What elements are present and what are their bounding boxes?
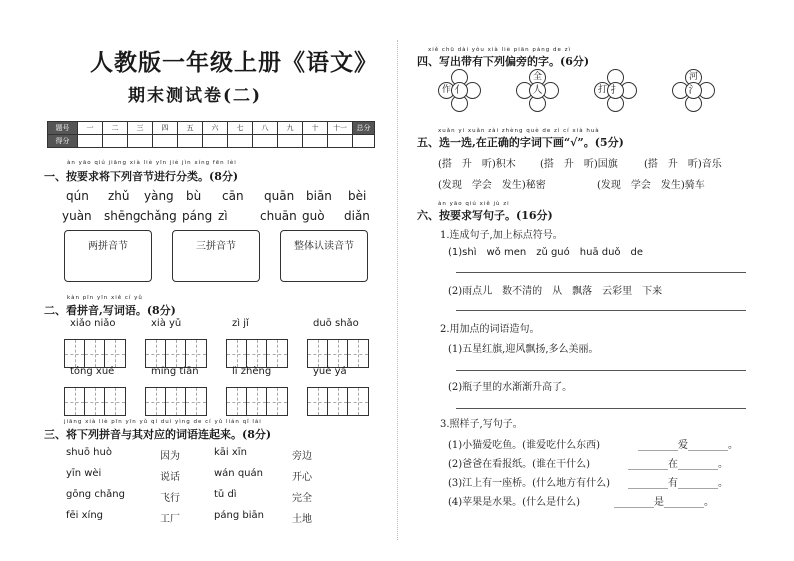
s3-title: 三、将下列拼音与其对应的词语连起来。(8分) xyxy=(44,428,272,441)
score-input-cell[interactable] xyxy=(128,135,153,148)
s5-row1-b[interactable]: (搭 升 听)国旗 xyxy=(540,159,618,170)
grid-cell[interactable] xyxy=(105,340,125,367)
score-input-cell[interactable] xyxy=(353,135,375,148)
score-input-cell[interactable] xyxy=(328,135,353,148)
writing-grid[interactable] xyxy=(307,339,369,368)
match-pinyin[interactable]: yīn wèi xyxy=(66,468,102,479)
s6-q3c-fill[interactable]: ________有________。 xyxy=(628,478,728,489)
s6-q2a: (1)五星红旗,迎风飘扬,多么美丽。 xyxy=(448,344,599,355)
writing-grid[interactable] xyxy=(145,339,207,368)
answer-line[interactable] xyxy=(456,370,746,371)
s3-pinyin: jiāng xià liè pīn yīn yǔ qí duì yìng de cí yǔ lián qǐ lái xyxy=(64,419,262,425)
flower-radical: 氵 xyxy=(685,82,702,99)
column-divider xyxy=(397,40,398,540)
match-word[interactable]: 因为 xyxy=(160,451,180,462)
match-pinyin[interactable]: fēi xíng xyxy=(66,510,104,521)
grid-cell[interactable] xyxy=(166,388,186,415)
match-word[interactable]: 飞行 xyxy=(160,493,180,504)
flower-petal[interactable]: 全 xyxy=(529,69,546,86)
score-input-cell[interactable] xyxy=(303,135,328,148)
syllable: shēng xyxy=(104,209,141,223)
s6-q1a: (1)shì wǒ men zǔ guó huā duǒ de xyxy=(448,247,644,258)
grid-cell[interactable] xyxy=(328,388,348,415)
match-pinyin[interactable]: shuō huò xyxy=(66,447,112,458)
match-word[interactable]: 土地 xyxy=(292,514,312,525)
syllable: zhǔ xyxy=(108,189,130,203)
syllable: guò xyxy=(302,209,325,223)
s6-q3a: (1)小猫爱吃鱼。(谁爱吃什么东西) xyxy=(448,440,600,451)
s6-q3d-fill[interactable]: ________是________。 xyxy=(614,497,714,508)
flower-petal[interactable]: 河 xyxy=(685,69,702,86)
flower-petal[interactable]: 打 xyxy=(594,82,611,99)
word-pinyin: tóng xué xyxy=(70,366,115,377)
match-pinyin[interactable]: tǔ dì xyxy=(214,489,237,500)
grid-cell[interactable] xyxy=(186,388,206,415)
score-label-cell: 得分 xyxy=(48,135,78,148)
syllable: biān xyxy=(306,189,332,203)
score-input-cell[interactable] xyxy=(78,135,103,148)
syllable: bù xyxy=(186,189,202,203)
grid-cell[interactable] xyxy=(65,340,85,367)
score-input-cell[interactable] xyxy=(153,135,178,148)
s6-q3: 3.照样子,写句子。 xyxy=(440,419,523,430)
flower-radical: 人 xyxy=(529,82,546,99)
s6-q3d: (4)苹果是水果。(什么是什么) xyxy=(448,497,580,508)
grid-cell[interactable] xyxy=(308,388,328,415)
match-word[interactable]: 开心 xyxy=(292,472,312,483)
syllable: yuàn xyxy=(62,209,92,223)
s6-q1: 1.连成句子,加上标点符号。 xyxy=(440,230,563,241)
s6-q3b-fill[interactable]: ________在________。 xyxy=(628,459,728,470)
box-whole[interactable]: 整体认读音节 xyxy=(280,230,368,282)
score-header-cell: 三 xyxy=(128,122,153,135)
answer-line[interactable] xyxy=(456,408,746,409)
s5-row1-c[interactable]: (搭 升 听)音乐 xyxy=(644,159,722,170)
grid-cell[interactable] xyxy=(328,340,348,367)
s6-q1b: (2)雨点儿 数不清的 从 飘落 云彩里 下来 xyxy=(448,286,663,297)
score-header-cell: 一 xyxy=(78,122,103,135)
match-word[interactable]: 说话 xyxy=(160,472,180,483)
grid-cell[interactable] xyxy=(85,340,105,367)
grid-cell[interactable] xyxy=(267,388,287,415)
syllable: diǎn xyxy=(344,209,370,223)
flower-radical: 亻 xyxy=(451,82,468,99)
s6-q2b: (2)瓶子里的水渐渐升高了。 xyxy=(448,382,573,393)
match-pinyin[interactable]: gōng chǎng xyxy=(66,489,125,500)
grid-cell[interactable] xyxy=(348,388,368,415)
writing-grid[interactable] xyxy=(64,387,126,416)
grid-cell[interactable] xyxy=(308,340,328,367)
score-header-cell: 总分 xyxy=(353,122,375,135)
s2-title: 二、看拼音,写词语。(8分) xyxy=(44,304,176,317)
score-header-cell: 二 xyxy=(103,122,128,135)
writing-grid[interactable] xyxy=(226,339,288,368)
grid-cell[interactable] xyxy=(146,388,166,415)
score-input-cell[interactable] xyxy=(278,135,303,148)
flower-petal[interactable]: 作 xyxy=(438,82,455,99)
grid-cell[interactable] xyxy=(105,388,125,415)
syllable: bèi xyxy=(348,189,367,203)
syllable: páng xyxy=(182,209,213,223)
writing-grid[interactable] xyxy=(64,339,126,368)
score-input-cell[interactable] xyxy=(103,135,128,148)
page-subtitle: 期末测试卷(二) xyxy=(128,86,263,106)
score-input-cell[interactable] xyxy=(253,135,278,148)
grid-cell[interactable] xyxy=(227,388,247,415)
score-input-cell[interactable] xyxy=(203,135,228,148)
syllable: yàng xyxy=(144,189,174,203)
score-header-cell: 九 xyxy=(278,122,303,135)
grid-cell[interactable] xyxy=(146,340,166,367)
s6-q3b: (2)爸爸在看报纸。(谁在干什么) xyxy=(448,459,590,470)
s5-row2-b[interactable]: (发现 学会 发生)骑车 xyxy=(597,180,705,191)
grid-cell[interactable] xyxy=(267,340,287,367)
score-table xyxy=(47,121,375,148)
s6-title: 六、按要求写句子。(16分) xyxy=(417,209,553,222)
grid-cell[interactable] xyxy=(166,340,186,367)
answer-line[interactable] xyxy=(456,310,746,311)
match-pinyin[interactable]: páng biān xyxy=(214,510,264,521)
grid-cell[interactable] xyxy=(65,388,85,415)
score-header-cell: 五 xyxy=(178,122,203,135)
s6-pinyin: àn yāo qiú xiě jù zi xyxy=(438,201,510,207)
match-word[interactable]: 完全 xyxy=(292,493,312,504)
word-pinyin: xià yǔ xyxy=(151,318,182,329)
radical-flower xyxy=(516,73,560,107)
syllable: chǎng xyxy=(140,209,177,223)
s6-q2: 2.用加点的词语造句。 xyxy=(440,324,540,335)
score-header-cell: 十 xyxy=(303,122,328,135)
word-pinyin: lì zhèng xyxy=(232,366,272,377)
writing-grid[interactable] xyxy=(226,387,288,416)
match-word[interactable]: 工厂 xyxy=(160,514,180,525)
grid-cell[interactable] xyxy=(227,340,247,367)
answer-line[interactable] xyxy=(456,272,746,273)
s5-row1-a[interactable]: (搭 升 听)积木 xyxy=(438,159,516,170)
s4-pinyin: xiě chū dài yǒu xià liè piān páng de zì xyxy=(428,47,571,53)
s1-pinyin: àn yāo qiú jiāng xià liè yīn jié jìn xíng fēn lèi xyxy=(67,160,237,166)
s1-title: 一、按要求将下列音节进行分类。(8分) xyxy=(44,170,239,183)
word-pinyin: xiǎo niǎo xyxy=(70,318,116,329)
score-input-cell[interactable] xyxy=(228,135,253,148)
s4-title: 四、写出带有下列偏旁的字。(6分) xyxy=(417,55,590,68)
match-pinyin[interactable]: kāi xīn xyxy=(214,447,247,458)
syllable: cān xyxy=(222,189,244,203)
score-input-cell[interactable] xyxy=(178,135,203,148)
writing-grid[interactable] xyxy=(145,387,207,416)
s5-row2-a[interactable]: (发现 学会 发生)秘密 xyxy=(438,180,546,191)
word-pinyin: duō shǎo xyxy=(313,318,359,329)
page-title: 人教版一年级上册《语文》 xyxy=(90,49,378,76)
radical-flower xyxy=(672,73,716,107)
flower-radical: 扌 xyxy=(607,82,624,99)
s6-q3a-fill[interactable]: ________爱________。 xyxy=(638,440,738,451)
score-header-cell: 题号 xyxy=(48,122,78,135)
score-header-cell: 七 xyxy=(228,122,253,135)
radical-flower xyxy=(594,73,638,107)
grid-cell[interactable] xyxy=(247,340,267,367)
score-header-cell: 四 xyxy=(153,122,178,135)
match-pinyin[interactable]: wán quán xyxy=(214,468,263,479)
s5-title: 五、选一选,在正确的字词下画“√”。(5分) xyxy=(417,136,624,149)
syllable: zì xyxy=(218,209,228,223)
score-header-cell: 六 xyxy=(203,122,228,135)
radical-flower xyxy=(438,73,482,107)
grid-cell[interactable] xyxy=(186,340,206,367)
s2-pinyin: kàn pīn yīn xiě cí yǔ xyxy=(67,295,143,301)
box-two-part[interactable]: 两拼音节 xyxy=(64,230,152,282)
grid-cell[interactable] xyxy=(348,340,368,367)
score-header-cell: 八 xyxy=(253,122,278,135)
syllable: qún xyxy=(66,189,89,203)
box-three-part[interactable]: 三拼音节 xyxy=(172,230,260,282)
s5-pinyin: xuǎn yi xuǎn zài zhèng què de zì cí xià huà xyxy=(438,128,600,134)
word-pinyin: zì jǐ xyxy=(232,318,249,329)
grid-cell[interactable] xyxy=(247,388,267,415)
word-pinyin: yuè yá xyxy=(313,366,347,377)
word-pinyin: míng tiān xyxy=(151,366,199,377)
syllable: quān xyxy=(264,189,295,203)
match-word[interactable]: 旁边 xyxy=(292,451,312,462)
score-header-cell: 十一 xyxy=(328,122,353,135)
syllable: chuān xyxy=(260,209,297,223)
writing-grid[interactable] xyxy=(307,387,369,416)
s6-q3c: (3)江上有一座桥。(什么地方有什么) xyxy=(448,478,610,489)
grid-cell[interactable] xyxy=(85,388,105,415)
